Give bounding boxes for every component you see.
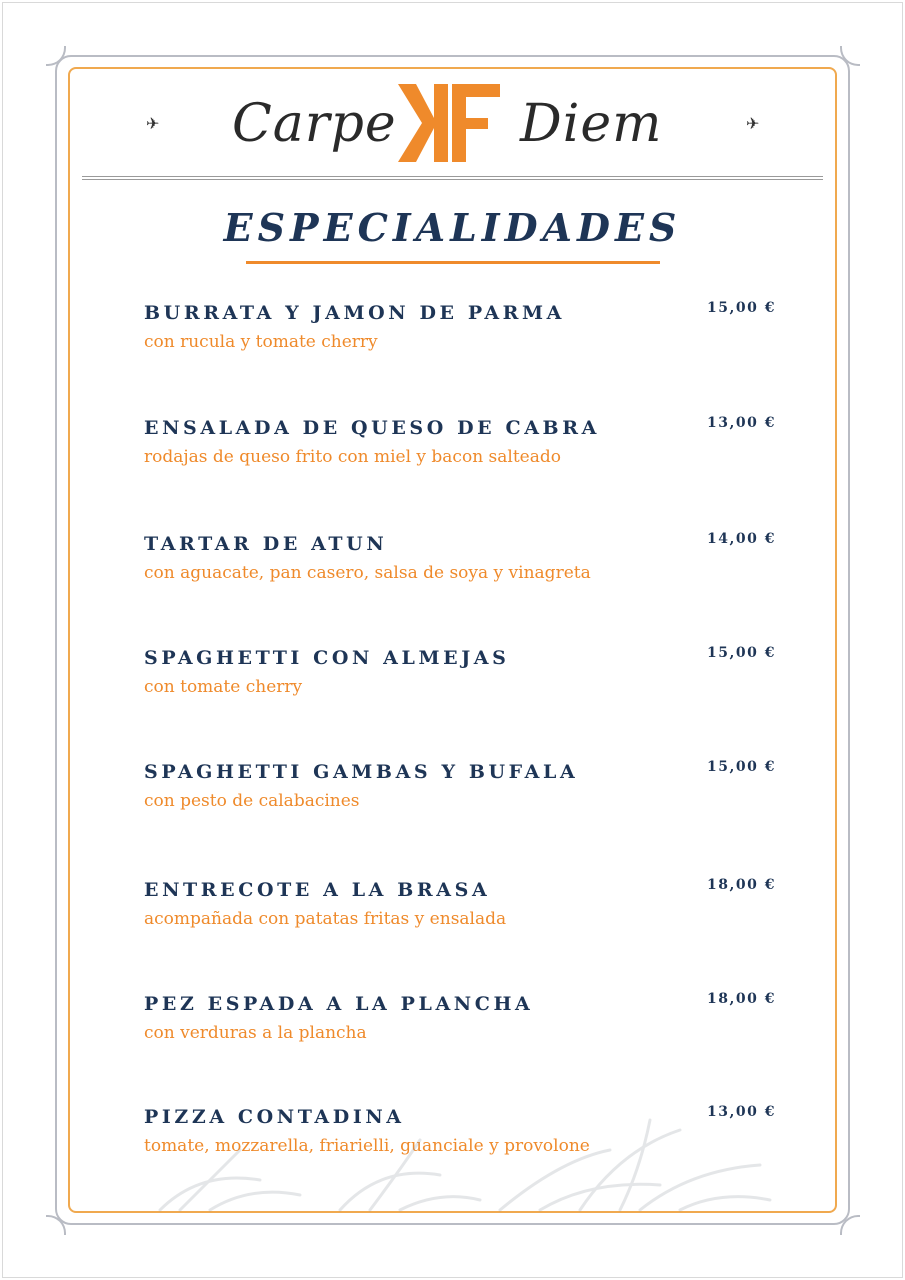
item-description: acompañada con patatas fritas y ensalada <box>144 909 507 929</box>
item-name: PEZ ESPADA A LA PLANCHA <box>144 993 534 1015</box>
menu-item <box>144 417 784 467</box>
bird-icon: ✈ <box>746 114 760 133</box>
item-description: con pesto de calabacines <box>144 791 360 811</box>
menu-item <box>144 533 784 583</box>
menu-item <box>144 647 784 697</box>
item-price: 13,00 € <box>707 415 776 431</box>
palm-leaves-watermark <box>140 1110 780 1215</box>
item-price: 18,00 € <box>707 877 776 893</box>
item-description: con verduras a la plancha <box>144 1023 367 1043</box>
item-name: PIZZA CONTADINA <box>144 1106 405 1128</box>
bird-icon: ✈ <box>146 114 160 133</box>
logo-word-left: Carpe <box>232 94 397 154</box>
item-name: ENTRECOTE A LA BRASA <box>144 879 491 901</box>
item-name: TARTAR DE ATUN <box>144 533 388 555</box>
item-name: SPAGHETTI GAMBAS Y BUFALA <box>144 761 579 783</box>
item-description: rodajas de queso frito con miel y bacon salteado <box>144 447 561 467</box>
item-price: 15,00 € <box>707 759 776 775</box>
page-title: ESPECIALIDADES <box>223 205 682 250</box>
menu-item <box>144 302 784 352</box>
item-name: SPAGHETTI CON ALMEJAS <box>144 647 510 669</box>
item-description: con rucula y tomate cherry <box>144 332 378 352</box>
item-price: 15,00 € <box>707 645 776 661</box>
item-description: con aguacate, pan casero, salsa de soya y vinagreta <box>144 563 591 583</box>
item-price: 13,00 € <box>707 1104 776 1120</box>
item-name: ENSALADA DE QUESO DE CABRA <box>144 417 600 439</box>
menu-item <box>144 761 784 811</box>
item-price: 14,00 € <box>707 531 776 547</box>
item-name: BURRATA Y JAMON DE PARMA <box>144 302 566 324</box>
item-price: 15,00 € <box>707 300 776 316</box>
item-price: 18,00 € <box>707 991 776 1007</box>
item-description: tomate, mozzarella, friarielli, guanciale y provolone <box>144 1136 590 1156</box>
menu-item <box>144 993 784 1043</box>
item-description: con tomate cherry <box>144 677 303 697</box>
logo-word-right: Diem <box>520 94 663 154</box>
menu-item <box>144 879 784 929</box>
